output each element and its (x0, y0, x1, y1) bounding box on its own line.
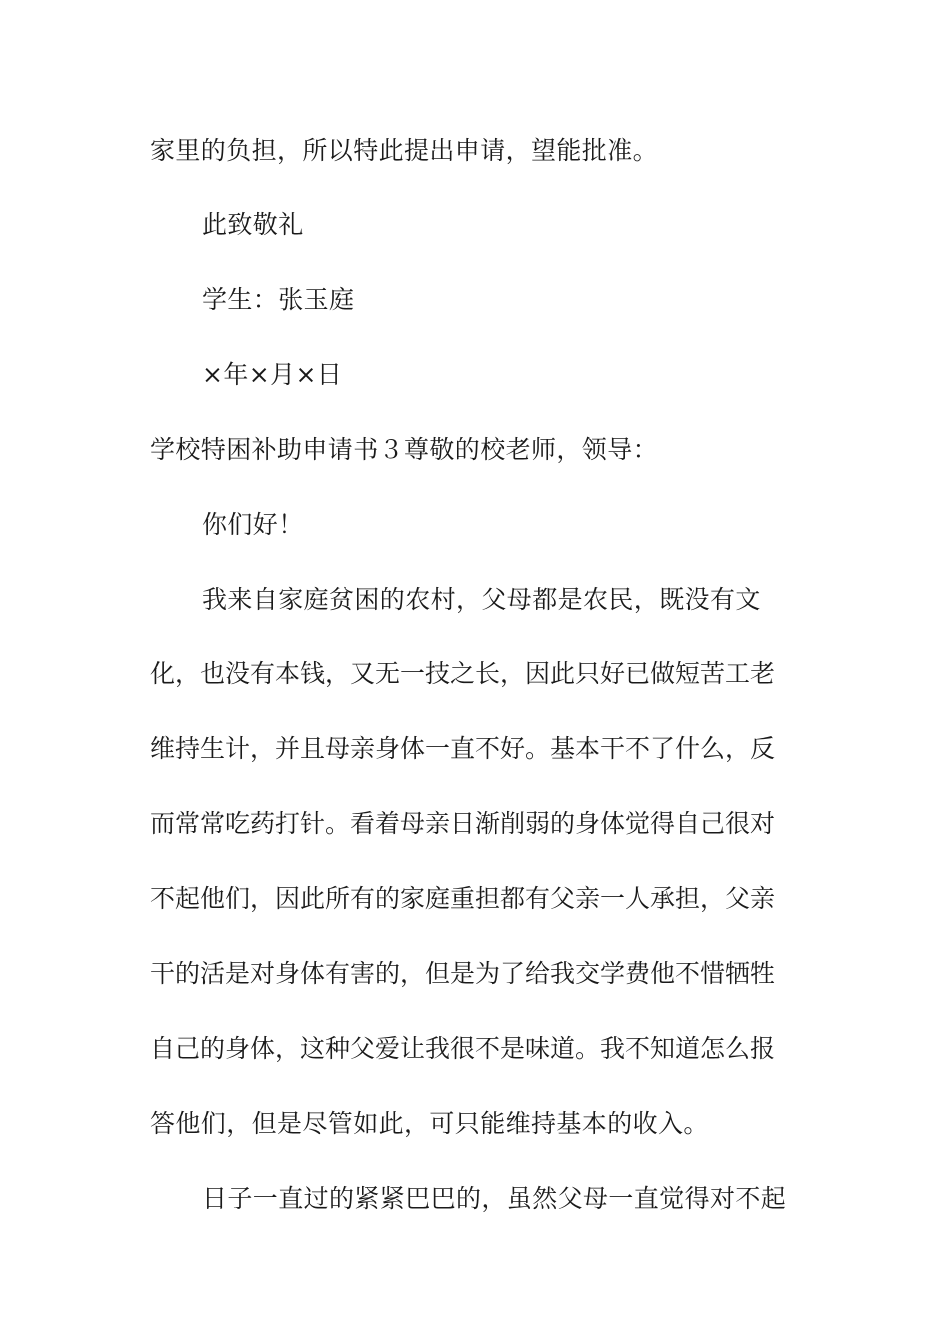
greeting-line: 你们好！ (202, 510, 304, 539)
signature-student: 学生：张玉庭 (202, 285, 355, 314)
paragraph-line: 自己的身体，这种父爱让我很不是味道。我不知道怎么报 (150, 1034, 776, 1063)
paragraph-line: 答他们，但是尽管如此，可只能维持基本的收入。 (150, 1109, 709, 1138)
closing-salutation: 此致敬礼 (202, 210, 304, 239)
paragraph-line: 化，也没有本钱，又无一技之长，因此只好已做短苦工老 (150, 659, 776, 688)
text-line: 家里的负担，所以特此提出申请，望能批准。 (150, 136, 659, 165)
paragraph-line: 日子一直过的紧紧巴巴的，虽然父母一直觉得对不起 (202, 1184, 787, 1213)
paragraph-line: 干的活是对身体有害的，但是为了给我交学费他不惜牺牲 (150, 959, 776, 988)
paragraph-line: 不起他们，因此所有的家庭重担都有父亲一人承担，父亲 (150, 884, 776, 913)
date-line: ×年×月×日 (202, 360, 343, 389)
heading-line: 学校特困补助申请书３尊敬的校老师，领导： (150, 435, 659, 464)
paragraph-line: 维持生计，并且母亲身体一直不好。基本干不了什么，反 (150, 734, 776, 763)
paragraph-line: 我来自家庭贫困的农村，父母都是农民，既没有文 (202, 585, 761, 614)
paragraph-line: 而常常吃药打针。看着母亲日渐削弱的身体觉得自己很对 (150, 809, 776, 838)
